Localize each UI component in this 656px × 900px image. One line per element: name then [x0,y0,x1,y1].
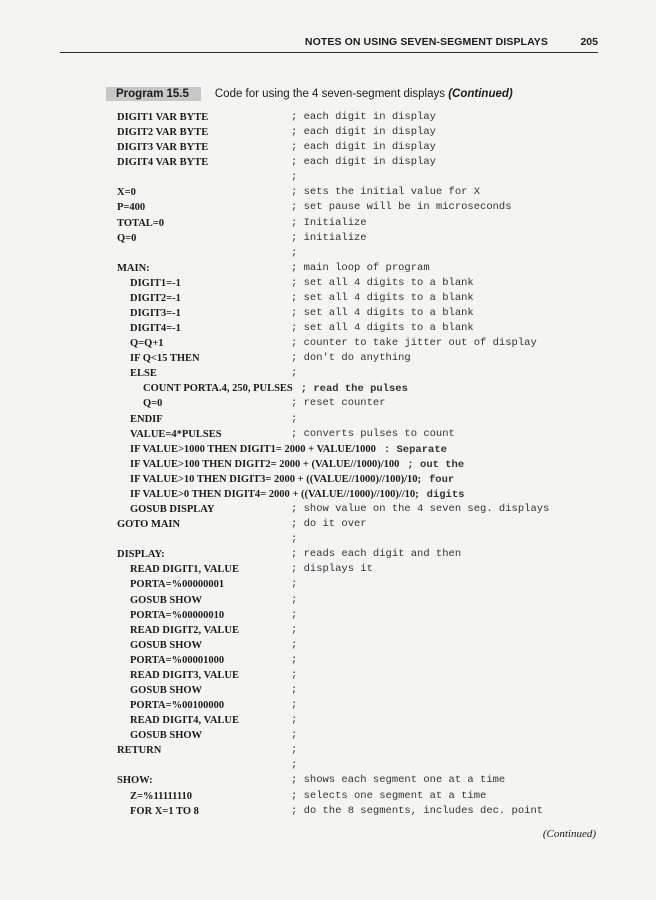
code-comment: ; set all 4 digits to a blank [291,276,474,289]
code-text: ELSE [130,368,157,380]
code-text: VALUE=4*PULSES [130,428,222,440]
code-comment: ; reads each digit and then [291,548,462,561]
code-text: P=400 [117,202,146,214]
code-text: PORTA=%00001000 [130,654,225,666]
code-text: SHOW: [117,775,153,787]
code-comment: ; [291,367,298,380]
code-comment: ; [291,623,298,636]
code-text: GOSUB SHOW [130,730,203,742]
code-comment: ; displays it [291,563,373,576]
code-text: IF VALUE>10 THEN DIGIT3= 2000 + ((VALUE//1000)//100)/10; four [130,473,455,486]
code-text: MAIN: [117,262,150,274]
code-text: GOSUB SHOW [130,639,203,651]
code-comment: four [429,473,455,486]
page-number: 205 [580,36,598,48]
running-head: NOTES ON USING SEVEN-SEGMENT DISPLAYS [304,36,548,48]
code-comment: ; each digit in display [291,156,436,169]
code-comment: ; [291,699,298,712]
code-text: READ DIGIT2, VALUE [130,624,240,636]
code-comment: ; [291,593,298,606]
code-text: RETURN [117,745,162,757]
code-text: X=0 [117,187,136,199]
caption-continued-label: (Continued) [448,88,513,100]
code-text: TOTAL=0 [117,217,165,229]
code-text: READ DIGIT4, VALUE [130,715,240,727]
code-comment: ; [291,638,298,651]
caption-text: Code for using the 4 seven-segment displays [214,88,446,100]
code-text: DIGIT1=-1 [130,277,181,289]
code-comment: ; set all 4 digits to a blank [291,322,474,335]
code-comment: ; do it over [291,518,367,531]
code-text: IF VALUE>0 THEN DIGIT4= 2000 + ((VALUE//1000)//100)//10; digits [130,488,465,501]
code-comment: ; set all 4 digits to a blank [291,291,474,304]
code-text: PORTA=%00000001 [130,579,225,591]
code-text: GOSUB SHOW [130,684,203,696]
code-comment: ; [291,714,298,727]
caption-continued [445,88,513,100]
code-comment: ; [291,668,298,681]
code-comment: ; [291,171,298,184]
code-comment: ; sets the initial value for X [291,186,481,199]
code-comment: ; Initialize [291,216,367,229]
code-text: GOSUB DISPLAY [130,504,215,516]
code-comment: ; [291,653,298,666]
code-text: FOR X=1 TO 8 [130,805,199,817]
code-text: Z=%11111110 [130,790,193,802]
code-comment: ; main loop of program [291,261,430,274]
code-comment: ; show value on the 4 seven seg. displays [291,503,550,516]
code-comment: ; set pause will be in microseconds [291,201,512,214]
code-comment: ; shows each segment one at a time [291,774,506,787]
code-comment: ; read the pulses [300,383,408,396]
code-comment: ; [291,533,298,546]
code-text: DISPLAY: [117,549,165,561]
code-comment: ; [291,412,298,425]
code-text: ENDIF [130,413,163,425]
program-caption [106,86,513,102]
code-comment: ; reset counter [291,397,386,410]
code-text: READ DIGIT1, VALUE [130,564,240,576]
code-text: IF Q<15 THEN [130,353,200,365]
code-comment: ; each digit in display [291,111,436,123]
code-comment: ; selects one segment at a time [291,789,487,802]
code-comment: ; [291,759,298,772]
code-comment: ; [291,608,298,621]
code-text: DIGIT2=-1 [130,292,181,304]
code-comment: ; do the 8 segments, includes dec. point [291,804,544,817]
code-text: DIGIT1 VAR BYTE [117,112,209,123]
code-text: Q=Q+1 [130,338,164,350]
code-text: Q=0 [143,398,163,410]
code-comment: ; don't do anything [291,352,411,365]
code-text: DIGIT4=-1 [130,323,181,335]
code-comment: : Separate [383,443,447,456]
code-comment: ; each digit in display [291,126,436,139]
program-label: Program 15.5 [106,87,201,101]
code-text: READ DIGIT3, VALUE [130,669,240,681]
code-comment: ; counter to take jitter out of display [291,337,537,350]
code-text: DIGIT3 VAR BYTE [117,142,209,154]
code-comment: digits [426,488,465,501]
code-text: DIGIT2 VAR BYTE [117,127,209,139]
code-comment: ; out the [407,458,465,471]
continued-note: (Continued) [542,828,596,840]
code-text: Q=0 [117,232,137,244]
code-text: COUNT PORTA.4, 250, PULSES ; read the pulses [143,383,408,396]
code-comment: ; [291,578,298,591]
code-comment: ; initialize [291,231,367,244]
code-comment: ; converts pulses to count [291,427,455,440]
code-text: IF VALUE>100 THEN DIGIT2= 2000 + (VALUE//1000)/100 ; out the [130,458,465,471]
code-comment: ; [291,683,298,696]
code-comment: ; [291,744,298,757]
code-text: PORTA=%00100000 [130,700,225,712]
code-comment: ; [291,246,298,259]
code-text: DIGIT4 VAR BYTE [117,157,209,169]
code-text: GOSUB SHOW [130,594,203,606]
code-comment: ; set all 4 digits to a blank [291,307,474,320]
code-comment: ; each digit in display [291,141,436,154]
page-header [60,34,598,53]
code-comment: ; [291,729,298,742]
code-text: PORTA=%00000010 [130,609,225,621]
code-text: GOTO MAIN [117,519,181,531]
code-text: IF VALUE>1000 THEN DIGIT1= 2000 + VALUE/1000 : Separate [130,443,447,456]
code-text: DIGIT3=-1 [130,308,181,320]
